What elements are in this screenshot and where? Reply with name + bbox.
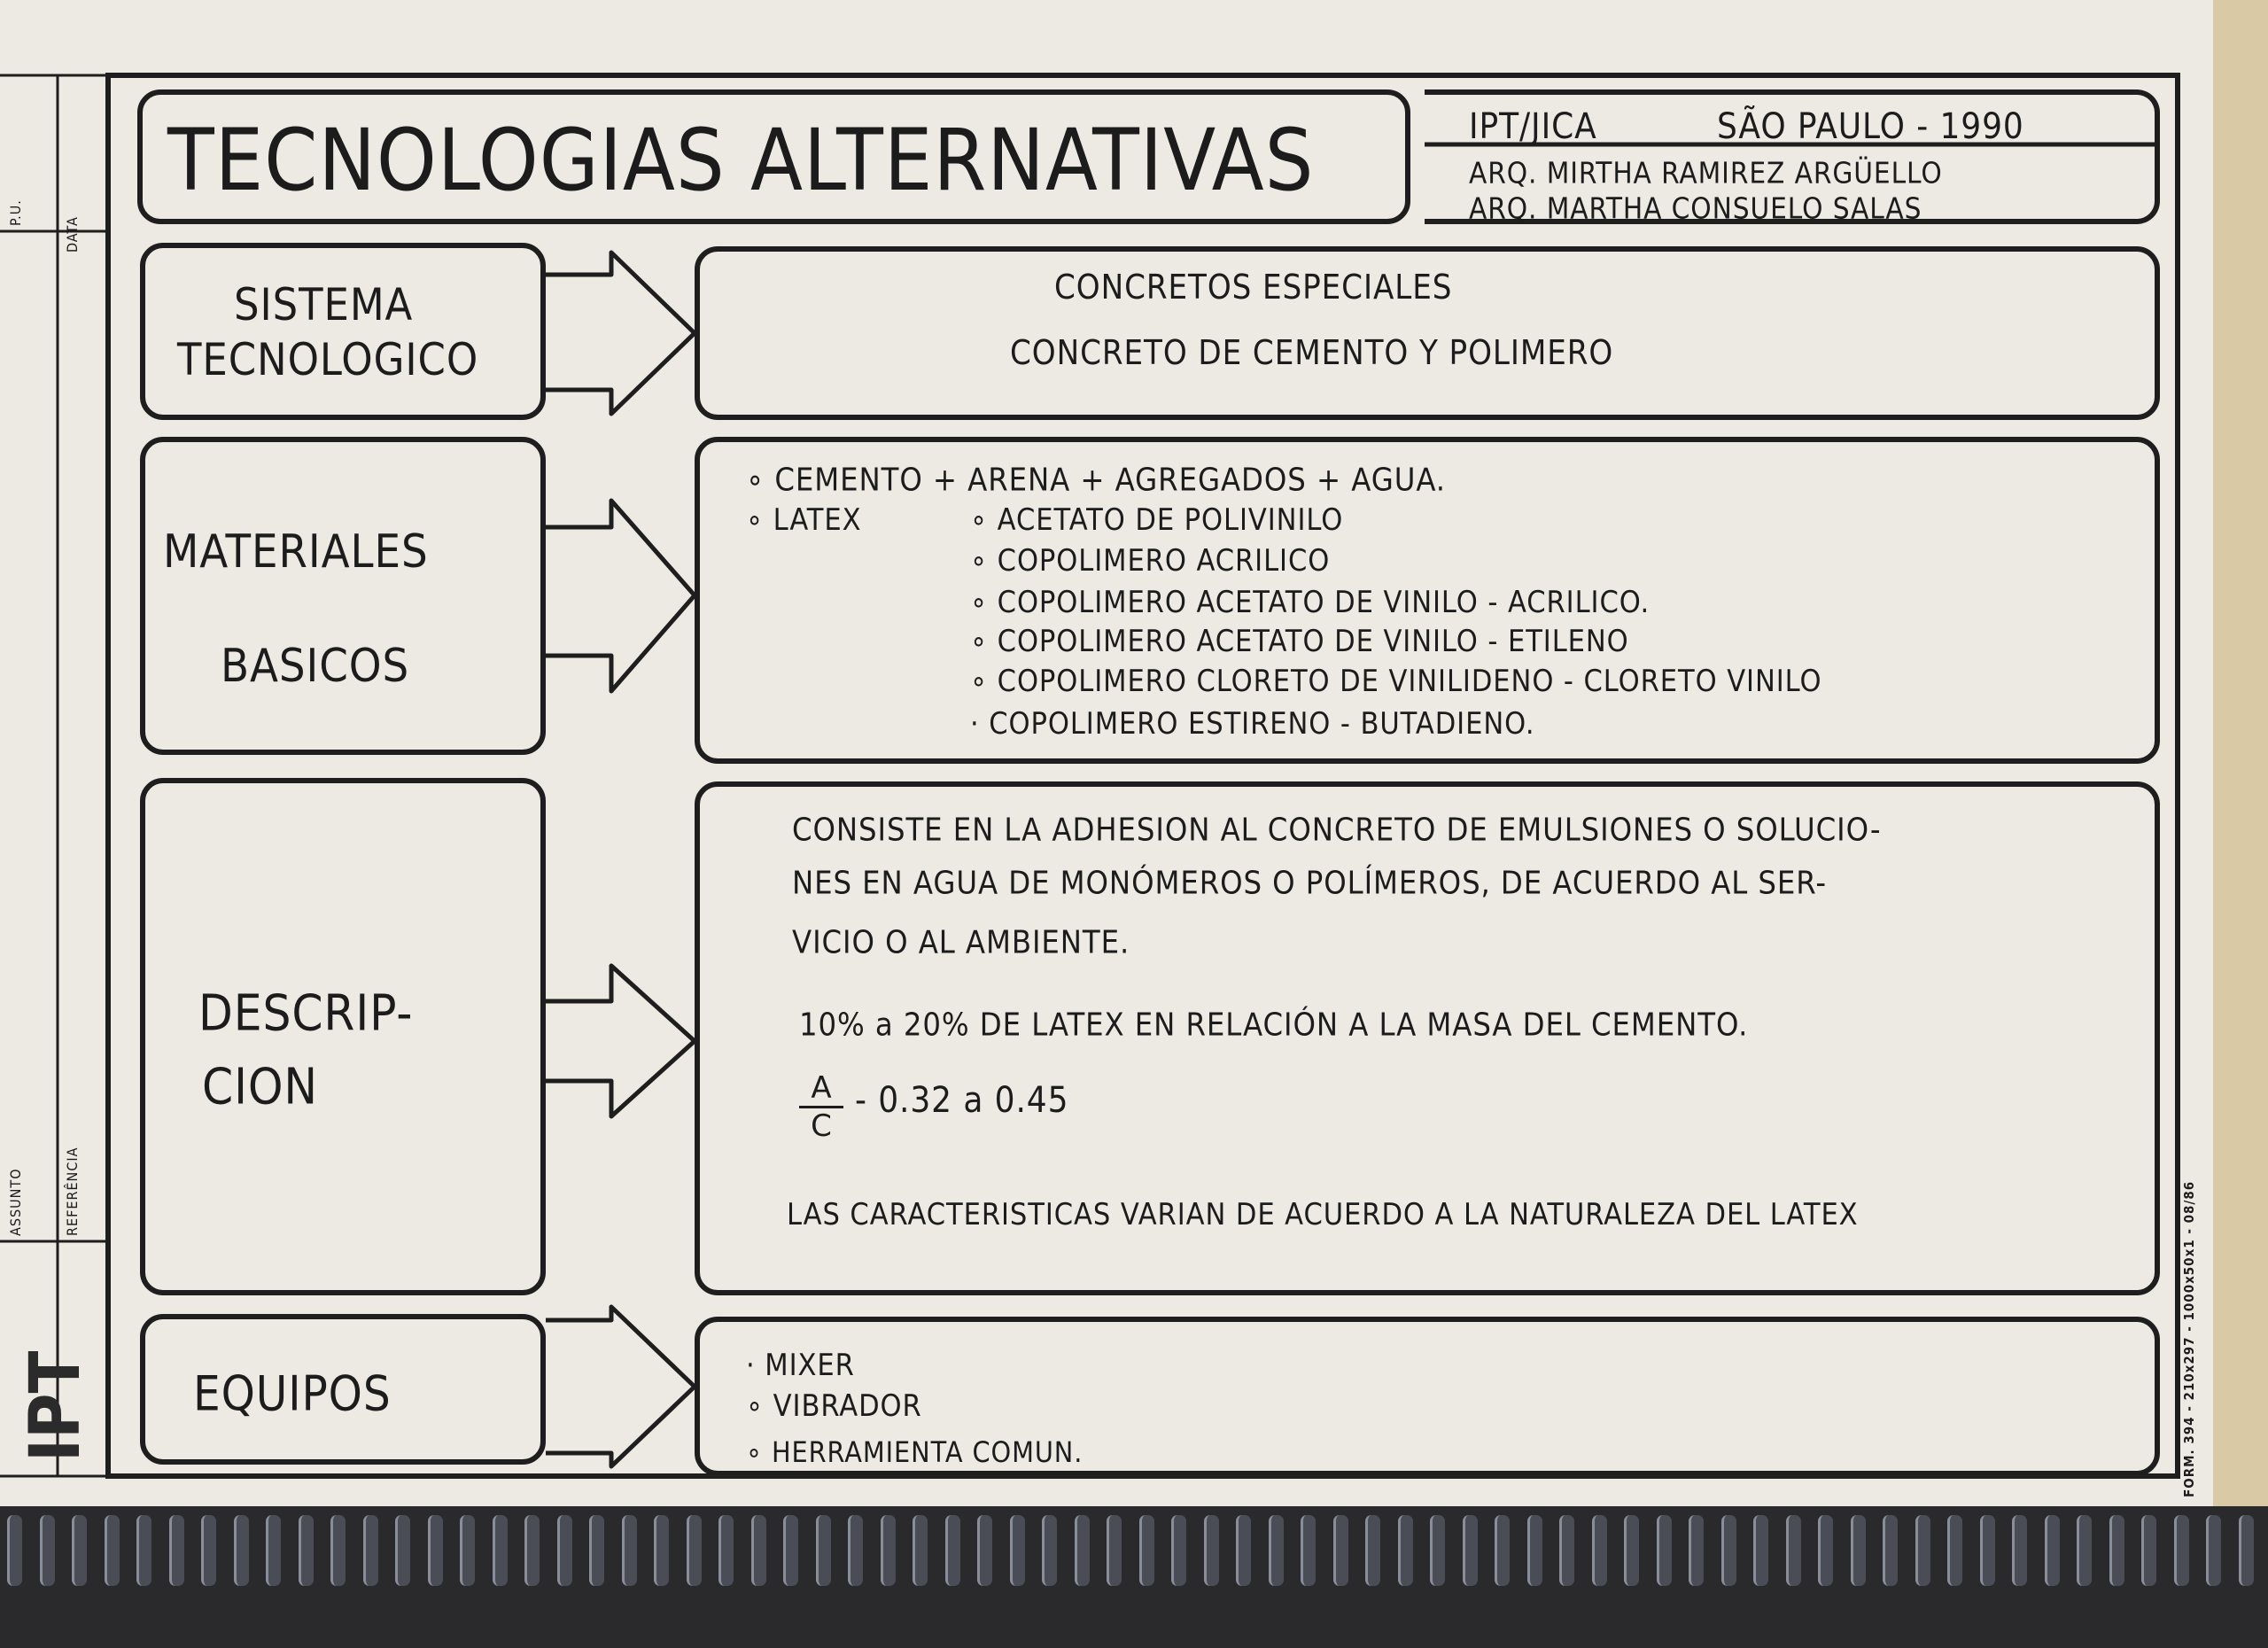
spiral-coil — [136, 1515, 151, 1586]
spiral-coil — [2012, 1515, 2027, 1586]
author-2: ARQ. MARTHA CONSUELO SALAS — [1469, 190, 1922, 226]
desc-note: LAS CARACTERISTICAS VARIAN DE ACUERDO A LA NATURALEZA DEL LATEX — [787, 1197, 1859, 1232]
spiral-coil — [945, 1515, 960, 1586]
desc-line-1: CONSISTE EN LA ADHESION AL CONCRETO DE EMULSIONES O SOLUCIO- — [792, 812, 1882, 849]
ac-numerator: A — [799, 1070, 843, 1108]
spiral-coil — [2239, 1515, 2254, 1586]
spiral-coil — [1947, 1515, 1962, 1586]
latex-item: ∘ COPOLIMERO ACRILICO — [970, 543, 1331, 579]
content-box-equipos — [695, 1317, 2160, 1476]
spiral-coil — [1398, 1515, 1413, 1586]
spiral-coil — [848, 1515, 863, 1586]
spiral-coil — [428, 1515, 443, 1586]
latex-label: ∘ LATEX — [746, 502, 862, 538]
spiral-coil — [1430, 1515, 1445, 1586]
spiral-coil — [1463, 1515, 1478, 1586]
spiral-coil — [687, 1515, 702, 1586]
latex-ratio: 10% a 20% DE LATEX EN RELACIÓN A LA MASA DEL CEMENTO. — [799, 1007, 1749, 1044]
desc-line-3: VICIO O AL AMBIENTE. — [792, 924, 1130, 961]
latex-item: ∘ COPOLIMERO CLORETO DE VINILIDENO - CLORETO VINILO — [970, 664, 1822, 699]
title-box — [137, 89, 1410, 224]
latex-label-text: LATEX — [773, 502, 862, 538]
spiral-coil — [1495, 1515, 1510, 1586]
content-box-sistema — [695, 246, 2160, 420]
spiral-coil — [1204, 1515, 1219, 1586]
ac-value: - 0.32 a 0.45 — [855, 1080, 1069, 1121]
page-title: TECNOLOGIAS ALTERNATIVAS — [167, 111, 1315, 210]
latex-item: ∘ ACETATO DE POLIVINILO — [970, 502, 1344, 538]
sistema-line-1: CONCRETOS ESPECIALES — [1054, 268, 1453, 307]
spiral-coil — [881, 1515, 896, 1586]
author-1: ARQ. MIRTHA RAMIREZ ARGÜELLO — [1469, 155, 1943, 190]
spiral-coil — [1818, 1515, 1833, 1586]
spiral-coil — [40, 1515, 55, 1586]
latex-item-text: COPOLIMERO ACETATO DE VINILO - ETILENO — [997, 624, 1629, 659]
spiral-coil — [1624, 1515, 1639, 1586]
content-box-materiales — [695, 437, 2160, 764]
spiral-coil — [1075, 1515, 1090, 1586]
sistema-line-2: CONCRETO DE CEMENTO Y POLIMERO — [1010, 333, 1614, 372]
label-basicos: BASICOS — [221, 640, 410, 693]
spiral-coil — [299, 1515, 314, 1586]
arrow-equipos — [546, 1307, 695, 1466]
spiral-coil — [524, 1515, 540, 1586]
spiral-coil — [1915, 1515, 1930, 1586]
equipo-item: ∘ VIBRADOR — [746, 1388, 922, 1424]
spiral-coil — [1527, 1515, 1542, 1586]
equipo-item: · MIXER — [746, 1348, 855, 1383]
label-tecnologico: TECNOLOGICO — [177, 334, 479, 385]
spiral-coil — [1592, 1515, 1607, 1586]
spiral-coil — [1657, 1515, 1672, 1586]
latex-item-text: ACETATO DE POLIVINILO — [997, 502, 1344, 538]
spiral-coil — [1107, 1515, 1122, 1586]
spiral-coil — [654, 1515, 669, 1586]
assunto-label: ASSUNTO — [7, 1168, 24, 1236]
info-box — [1425, 89, 2160, 224]
spiral-coil — [201, 1515, 216, 1586]
arrow-descripcion — [546, 966, 695, 1116]
latex-item: ∘ COPOLIMERO ACETATO DE VINILO - ACRILICO. — [970, 585, 1651, 620]
spiral-coil — [751, 1515, 766, 1586]
pu-label: P.U. — [7, 199, 24, 226]
referencia-label: REFERÊNCIA — [64, 1147, 81, 1236]
spiral-coil — [169, 1515, 184, 1586]
equipo-text: VIBRADOR — [773, 1388, 922, 1424]
arrow-materiales — [546, 501, 695, 691]
spiral-coil — [1236, 1515, 1251, 1586]
equipo-text: MIXER — [765, 1348, 855, 1383]
spiral-coil — [2109, 1515, 2124, 1586]
spiral-coil — [395, 1515, 410, 1586]
label-box-equipos — [140, 1314, 546, 1465]
equipo-text: HERRAMIENTA COMUN. — [771, 1435, 1084, 1469]
label-materiales: MATERIALES — [163, 525, 429, 579]
label-box-sistema — [140, 243, 546, 420]
spiral-coil — [105, 1515, 120, 1586]
ac-denominator: C — [811, 1108, 832, 1144]
spiral-coil — [1753, 1515, 1768, 1586]
spiral-coil — [266, 1515, 281, 1586]
latex-item: · COPOLIMERO ESTIRENO - BUTADIENO. — [970, 706, 1535, 742]
spiral-coil — [7, 1515, 22, 1586]
latex-item-text: COPOLIMERO ESTIRENO - BUTADIENO. — [989, 706, 1535, 742]
latex-item-text: COPOLIMERO CLORETO DE VINILIDENO - CLORETO VINILO — [997, 664, 1822, 699]
main-item-text: CEMENTO + ARENA + AGREGADOS + AGUA. — [774, 462, 1447, 499]
label-descrip: DESCRIP- — [198, 984, 414, 1043]
ipt-logo: IPT — [16, 1350, 96, 1462]
spiral-coil — [1139, 1515, 1154, 1586]
latex-item-text: COPOLIMERO ACETATO DE VINILO - ACRILICO. — [997, 585, 1651, 620]
spiral-coil — [460, 1515, 475, 1586]
spiral-coil — [622, 1515, 637, 1586]
spiral-coil — [1010, 1515, 1025, 1586]
label-equipos: EQUIPOS — [193, 1365, 392, 1422]
latex-item-text: COPOLIMERO ACRILICO — [997, 543, 1331, 579]
arrow-sistema — [546, 253, 695, 414]
materiales-main-item: ∘ CEMENTO + ARENA + AGREGADOS + AGUA. — [746, 462, 1447, 499]
spiral-coil — [1042, 1515, 1057, 1586]
spiral-coil — [2077, 1515, 2092, 1586]
spiral-coil — [234, 1515, 249, 1586]
spiral-coil — [2141, 1515, 2156, 1586]
spiral-coil — [589, 1515, 604, 1586]
ac-fraction — [799, 1070, 843, 1144]
label-sistema: SISTEMA — [234, 279, 414, 330]
spiral-coil — [1559, 1515, 1574, 1586]
label-box-descripcion — [140, 778, 546, 1295]
spiral-coil — [72, 1515, 87, 1586]
spiral-coil — [977, 1515, 992, 1586]
equipo-item: ∘ HERRAMIENTA COMUN. — [746, 1435, 1084, 1469]
spiral-coil — [816, 1515, 831, 1586]
spiral-coil — [1786, 1515, 1801, 1586]
spiral-coil — [1980, 1515, 1995, 1586]
spiral-coil — [1851, 1515, 1866, 1586]
spiral-coil — [493, 1515, 508, 1586]
spiral-coil — [1301, 1515, 1316, 1586]
institution: IPT/JICA — [1469, 106, 1597, 147]
spiral-coil — [1333, 1515, 1348, 1586]
spiral-coil — [718, 1515, 734, 1586]
spiral-coil — [1171, 1515, 1186, 1586]
spiral-coil — [2206, 1515, 2221, 1586]
spiral-coil — [783, 1515, 798, 1586]
form-code: FORM. 394 - 210x297 - 1000x50x1 - 08/86 — [2181, 1180, 2197, 1497]
spiral-coil — [1883, 1515, 1898, 1586]
spiral-coil — [557, 1515, 572, 1586]
spiral-coil — [330, 1515, 346, 1586]
spiral-coil — [1721, 1515, 1736, 1586]
spiral-coil — [2174, 1515, 2189, 1586]
label-cion: CION — [202, 1058, 319, 1116]
spiral-coil — [1365, 1515, 1380, 1586]
spiral-coil — [1269, 1515, 1284, 1586]
desc-line-2: NES EN AGUA DE MONÓMEROS O POLÍMEROS, DE ACUERDO AL SER- — [792, 865, 1827, 902]
place-year: SÃO PAULO - 1990 — [1717, 106, 2024, 147]
latex-item: ∘ COPOLIMERO ACETATO DE VINILO - ETILENO — [970, 624, 1629, 659]
content-box-descripcion — [695, 781, 2160, 1295]
spiral-coil — [2045, 1515, 2060, 1586]
spiral-coil — [913, 1515, 928, 1586]
spiral-coil — [363, 1515, 378, 1586]
data-label: DATA — [64, 216, 81, 253]
spiral-coil — [1689, 1515, 1704, 1586]
label-box-materiales — [140, 437, 546, 755]
